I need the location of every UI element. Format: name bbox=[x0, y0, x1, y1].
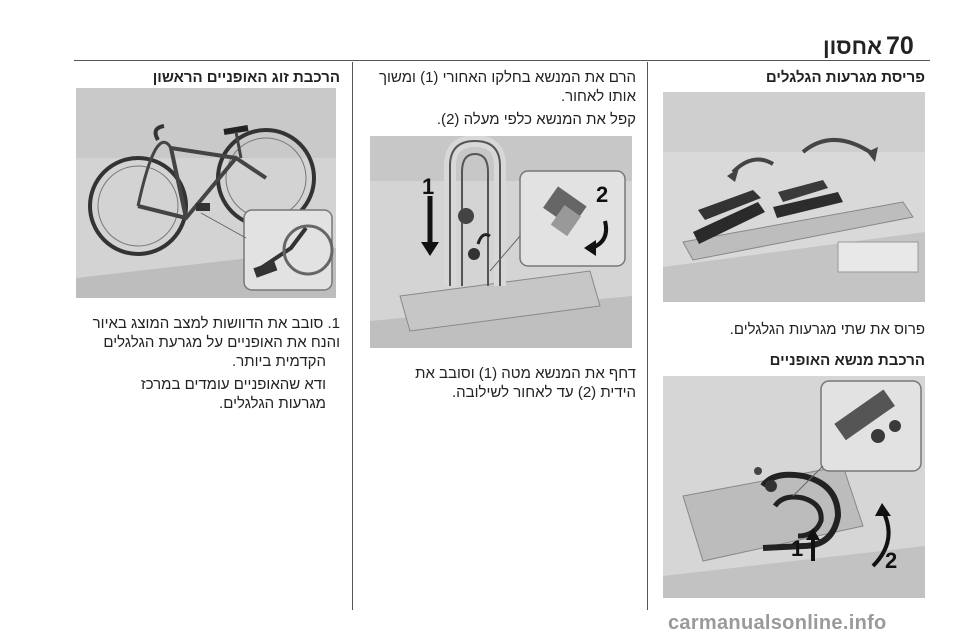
callout-1: 1 bbox=[422, 174, 435, 199]
heading-mount-carrier: הרכבת מנשא האופניים bbox=[769, 352, 925, 369]
column-divider-right bbox=[647, 62, 648, 610]
step-1-line-2: והנח את האופניים על מגרעת הגלגלים bbox=[103, 334, 340, 351]
caption-unfold-trays: פרוס את שתי מגרעות הגלגלים. bbox=[729, 321, 925, 338]
text-lift-carrier-2: אותו לאחור. bbox=[560, 88, 636, 105]
illustration-fold-carrier bbox=[370, 136, 632, 348]
text-push-down-1: דחף את המנשא מטה (1) וסובב את bbox=[415, 365, 636, 382]
header-rule bbox=[74, 60, 930, 61]
heading-unfold-wheel-trays: פריסת מגרעות הגלגלים bbox=[765, 69, 925, 86]
section-title: אחסון bbox=[823, 34, 883, 59]
step-1-line-5: מגרעות הגלגלים. bbox=[219, 395, 326, 412]
text-fold-carrier: קפל את המנשא כלפי מעלה (2). bbox=[436, 111, 636, 128]
step-1-line-4: ודא שהאופניים עומדים במרכז bbox=[140, 376, 326, 393]
illustration-wheel-trays bbox=[663, 92, 925, 302]
figure-wheel-trays bbox=[663, 92, 925, 302]
callout-2: 2 bbox=[596, 182, 609, 207]
figure-fold-carrier bbox=[370, 136, 632, 348]
illustration-mount-carrier bbox=[663, 376, 925, 598]
text-push-down-2: הידית (2) עד לאחור לשילובה. bbox=[451, 384, 636, 401]
heading-mount-first-bike: הרכבת זוג האופניים הראשון bbox=[152, 69, 340, 86]
step-1-line-3: הקדמית ביותר. bbox=[232, 353, 326, 370]
page-number: 70 bbox=[886, 32, 914, 60]
figure-mount-carrier bbox=[663, 376, 925, 598]
callout-2: 2 bbox=[885, 548, 898, 573]
step-1-line-1: 1. סובב את הדוושות למצב המוצג באיור bbox=[92, 315, 340, 332]
illustration-bike-on-carrier bbox=[76, 88, 336, 298]
callout-1: 1 bbox=[791, 536, 804, 561]
column-divider-left bbox=[352, 62, 353, 610]
watermark-text: carmanualsonline.info bbox=[668, 612, 887, 634]
figure-first-bike bbox=[76, 88, 336, 298]
text-lift-carrier-1: הרם את המנשא בחלקו האחורי (1) ומשוך bbox=[379, 69, 636, 86]
